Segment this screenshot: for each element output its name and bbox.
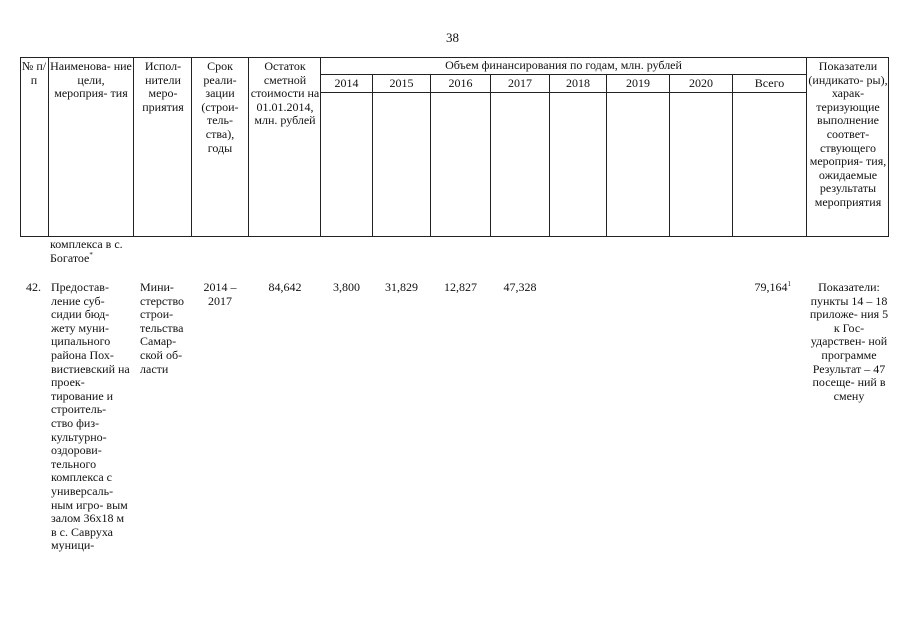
row-balance: 84,642 [268, 280, 302, 294]
header-num: № п/п [21, 59, 47, 87]
header-balance: Остаток сметной стоимости на 01.01.2014, млн. рублей [250, 59, 320, 128]
row-y2016: 12,827 [444, 280, 477, 294]
row-term: 2014 – 2017 [203, 280, 237, 308]
header-name: Наименова- ние цели, мероприя- тия [50, 59, 132, 101]
row-name: Предостав- ление суб- сидии бюд- жету муни- ципального района Пох- вистиевский на проек- тирование и строитель- ство физ- культурно- оздорови- тельного комплекса с универсаль- ным игро- вым залом 36x18 м в с. Савруха муници- [51, 280, 130, 553]
row-executor: Мини- стерство строи- тельства Самар- ской об- ласти [140, 280, 185, 376]
header-year: 2016 [448, 76, 473, 90]
row-y2017: 47,328 [503, 280, 537, 294]
header-year: 2018 [566, 76, 590, 90]
total-footnote-mark: 1 [787, 280, 791, 288]
row-total: 79,164$^1$ [754, 280, 791, 294]
row-indicators: Показатели: пункты 14 – 18 приложе- ния 5 к Гос- ударствен- ной программе Результат – 47 посеще- ний в смену [809, 280, 889, 403]
row-y2014: 3,800 [333, 280, 360, 294]
row-y2015: 31,829 [385, 280, 418, 294]
header-funding: Объем финансирования по годам, млн. рублей [445, 58, 682, 72]
continued-row-name: комплекса в с. Богатое* [50, 237, 123, 265]
header-year: 2015 [389, 76, 414, 90]
footnote-mark: * [89, 250, 93, 259]
header-year: 2020 [689, 76, 713, 90]
row-num: 42. [26, 280, 41, 294]
header-year: 2017 [508, 76, 532, 90]
page-number: 38 [446, 30, 459, 45]
header-year: 2019 [626, 76, 650, 90]
header-indicators: Показатели (индикато- ры), харак- теризующие выполнение соответ- ствующего мероприя- тия, ожидаемые результаты мероприятия [808, 59, 888, 209]
header-year: Всего [754, 76, 785, 90]
header-year: 2014 [334, 76, 359, 90]
header-term: Срок реали- зации (строи- тель- ства), годы [201, 59, 239, 155]
header-executor: Испол- нители меро- приятия [142, 59, 184, 114]
